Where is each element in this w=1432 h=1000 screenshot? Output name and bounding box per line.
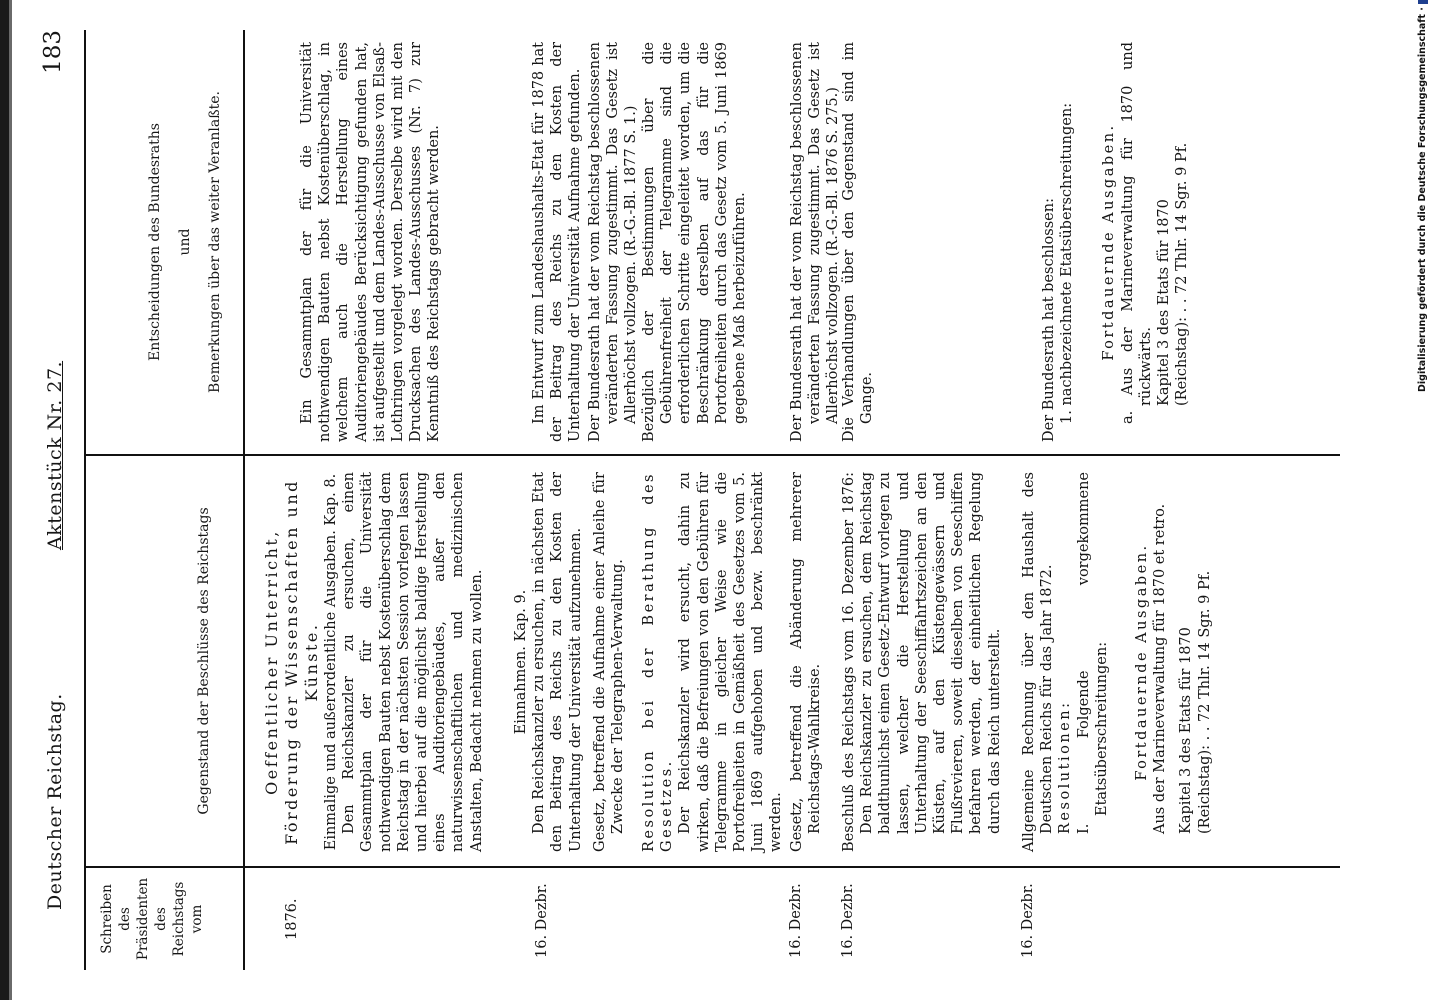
- decision-text: Die Verhandlungen über den Gegenstand sind im Gange.: [841, 42, 876, 442]
- row-decision: [640, 42, 749, 442]
- row-subject: [591, 472, 627, 852]
- subject-text: Allgemeine Rechnung über den Haushalt des Deutschen Reichs für das Jahr 1872.: [1021, 472, 1056, 852]
- digitization-stamp: [1414, 0, 1432, 1000]
- page-header: [40, 30, 76, 970]
- decision-item: 1. nachbezeichnete Etatsüberschreitungen:: [1059, 102, 1076, 424]
- subject-text: Beschluß des Reichstags vom 16. Dezember 1876: Den Reichskanzler zu ersuchen, dem Reichstag baldthunlichst einen Gesetz-Entwurf vorlegen zu lassen, welcher die Herstellung und Unterhaltung der Seeschiffahrtszeichen an den Küsten, auf den Küstengewässern und Flußrevieren, soweit dieselben von Seeschiffen befahren werden, der einheitlichen Regelung durch das Reich unterstellt.: [841, 472, 1003, 852]
- subject-text: Gesetz, betreffend die Abänderung mehrerer Reichstags-Wahlkreise.: [789, 472, 824, 852]
- column-head-decision: [140, 30, 230, 454]
- marine-line: Aus der Marineverwaltung für 1870 et retro.: [1152, 503, 1169, 834]
- dfg-logo: [1418, 0, 1428, 4]
- amount-line: (Reichstag): . . 72 Thlr. 14 Sgr. 9 Pf.: [1196, 570, 1213, 834]
- row-subject: [262, 472, 486, 852]
- decision-text: Ein Gesammtplan der für die Universität nothwendigen Bauten nebst Kostenüberschlag, in welchem auch die Herstellung eines Auditoriengebäudes Berücksichtigung gefunden hat, ist aufgestellt und dem Landes-Ausschusse von Elsaß-Lothringen vorgelegt worden. Derselbe wird mit den Drucksachen des Landes-Ausschusses (Nr. 7) zur Kenntniß des Reichstags gebracht werden.: [299, 42, 443, 442]
- decision-kapitel: Kapitel 3 des Etats für 1870: [1156, 199, 1173, 406]
- decision-text: Der Bundesrath hat der vom Reichstag beschlossenen veränderten Fassung zugestimmt. Das Gesetz ist Allerhöchst vollzogen. (R.-G.-Bl. 1876 S. 275.): [789, 42, 842, 442]
- row-subject: [640, 472, 786, 852]
- decision-head-line3: Bemerkungen über das weiter Veranlaßte.: [207, 91, 223, 393]
- decision-text: Im Entwurf zum Landeshaushalts-Etat für 1878 hat der Beitrag des Reichs zu den Kosten der Unterhaltung der Universität Aufnahme gefunden.: [531, 42, 584, 442]
- subject-text: Den Reichskanzler zu ersuchen, einen Gesammtplan der für die Universität nothwendigen Bauten nebst Kostenüberschlag dem Reichstag in der nächsten Session vorlegen lassen und hierbei auf die möglichst baldige Herstellung eines Auditoriengebäudes, außer den naturwissenschaftlichen und medizinischen Anstalten, Bedacht nehmen zu wollen.: [341, 472, 485, 852]
- scan-edge-shadow: [9, 0, 12, 1000]
- row-decision: [788, 42, 843, 442]
- rotated-document-page: [40, 30, 1340, 970]
- column-head-date: Schreiben des Präsidenten des Reichstags vom: [99, 877, 205, 961]
- page-number: 183: [40, 30, 66, 74]
- row-decision: [1040, 42, 1191, 442]
- column-head-subject: Gegenstand der Beschlüsse des Reichstags: [196, 507, 212, 815]
- row-date: 16. Dezbr.: [788, 883, 804, 958]
- decision-head-line1: Entscheidungen des Bundesraths: [147, 123, 163, 361]
- subject-text: Der Reichskanzler wird ersucht, dahin zu wirken, daß die Befreiungen von den Gebühren für Telegramme in gleicher Weise wie die Portofreiheiten in Gemäßheit des Gesetzes vom 5. Juni 1869 aufgehoben und bezw. beschränkt werden.: [677, 472, 785, 852]
- row-date: 16. Dezbr.: [840, 883, 856, 958]
- row-subject: [788, 472, 824, 852]
- row-subject: [840, 472, 1004, 852]
- digitization-note: Digitalisierung gefördert durch die Deutsche Forschungsgemeinschaft ·: [1417, 7, 1428, 392]
- row-decision: [840, 42, 876, 442]
- column-head-rule: [243, 30, 245, 970]
- row-decision: [586, 42, 641, 442]
- scan-edge: [0, 0, 9, 1000]
- divider-date-subject: [84, 867, 1340, 869]
- decision-marine: a. Aus der Marineverwaltung für 1870 und rückwärts.: [1119, 42, 1154, 424]
- subject-heading: Resolution bei der Berathung des Gesetzes.: [641, 472, 676, 852]
- decision-head-line2: und: [177, 228, 193, 256]
- decision-fortdauernde: Fortdauernde Ausgaben.: [1101, 123, 1118, 361]
- row-subject: [1020, 472, 1214, 852]
- digitization-stamp-text: [1417, 0, 1432, 392]
- decision-text: Der Bundesrath hat der vom Reichstag beschlossenen veränderten Fassung zugestimmt. Das Gesetz ist Allerhöchst vollzogen. (R.-G.-Bl. 1877 S. 1.): [587, 42, 640, 442]
- resolution-item: I. Folgende vorgekommene Etatsüberschreitungen:: [1075, 472, 1110, 834]
- subject-text: Gesetz, betreffend die Aufnahme einer Anleihe für Zwecke der Telegraphen-Verwaltung.: [592, 472, 627, 852]
- subject-text: Den Reichskanzler zu ersuchen, in nächsten Etat den Beitrag des Reichs zu den Kosten der Unterhaltung der Universität aufzunehmen.: [531, 472, 584, 852]
- decision-intro: Der Bundesrath hat beschlossen:: [1041, 198, 1057, 442]
- row-decision: [530, 42, 585, 442]
- subject-subheading: Einmalige und außerordentliche Ausgaben. Kap. 8.: [323, 473, 339, 851]
- divider-subject-decision: [84, 455, 1340, 457]
- row-date: 1876.: [284, 898, 300, 940]
- fortdauernde-heading: Fortdauernde Ausgaben.: [1134, 543, 1151, 781]
- document-title: Deutscher Reichstag.: [44, 693, 66, 910]
- aktenstueck-number: Aktenstück Nr. 27.: [44, 360, 66, 550]
- resolutions-heading: Resolutionen:: [1057, 700, 1074, 834]
- row-date: 16. Dezbr.: [1020, 883, 1036, 958]
- header-rule: [84, 30, 86, 970]
- row-subject: [512, 472, 585, 852]
- kapitel-line: Kapitel 3 des Etats für 1870: [1178, 627, 1195, 834]
- row-decision: [298, 42, 444, 442]
- subject-subheading: Einnahmen. Kap. 9.: [513, 589, 529, 735]
- row-date: 16. Dezbr.: [534, 883, 550, 958]
- decision-text: Bezüglich der Bestimmungen über die Gebührenfreiheit der Telegramme sind die erforderlichen Schritte eingeleitet worden, um die Beschränkung derselben auf das für die Portofreiheiten durch das Gesetz vom 5. Juni 1869 gegebene Maß herbeizuführen.: [641, 42, 749, 442]
- decision-amount: (Reichstag): . . 72 Thlr. 14 Sgr. 9 Pf.: [1174, 142, 1191, 406]
- subject-heading: Oeffentlicher Unterricht, Förderung der Wissenschaften und Künste.: [262, 479, 321, 845]
